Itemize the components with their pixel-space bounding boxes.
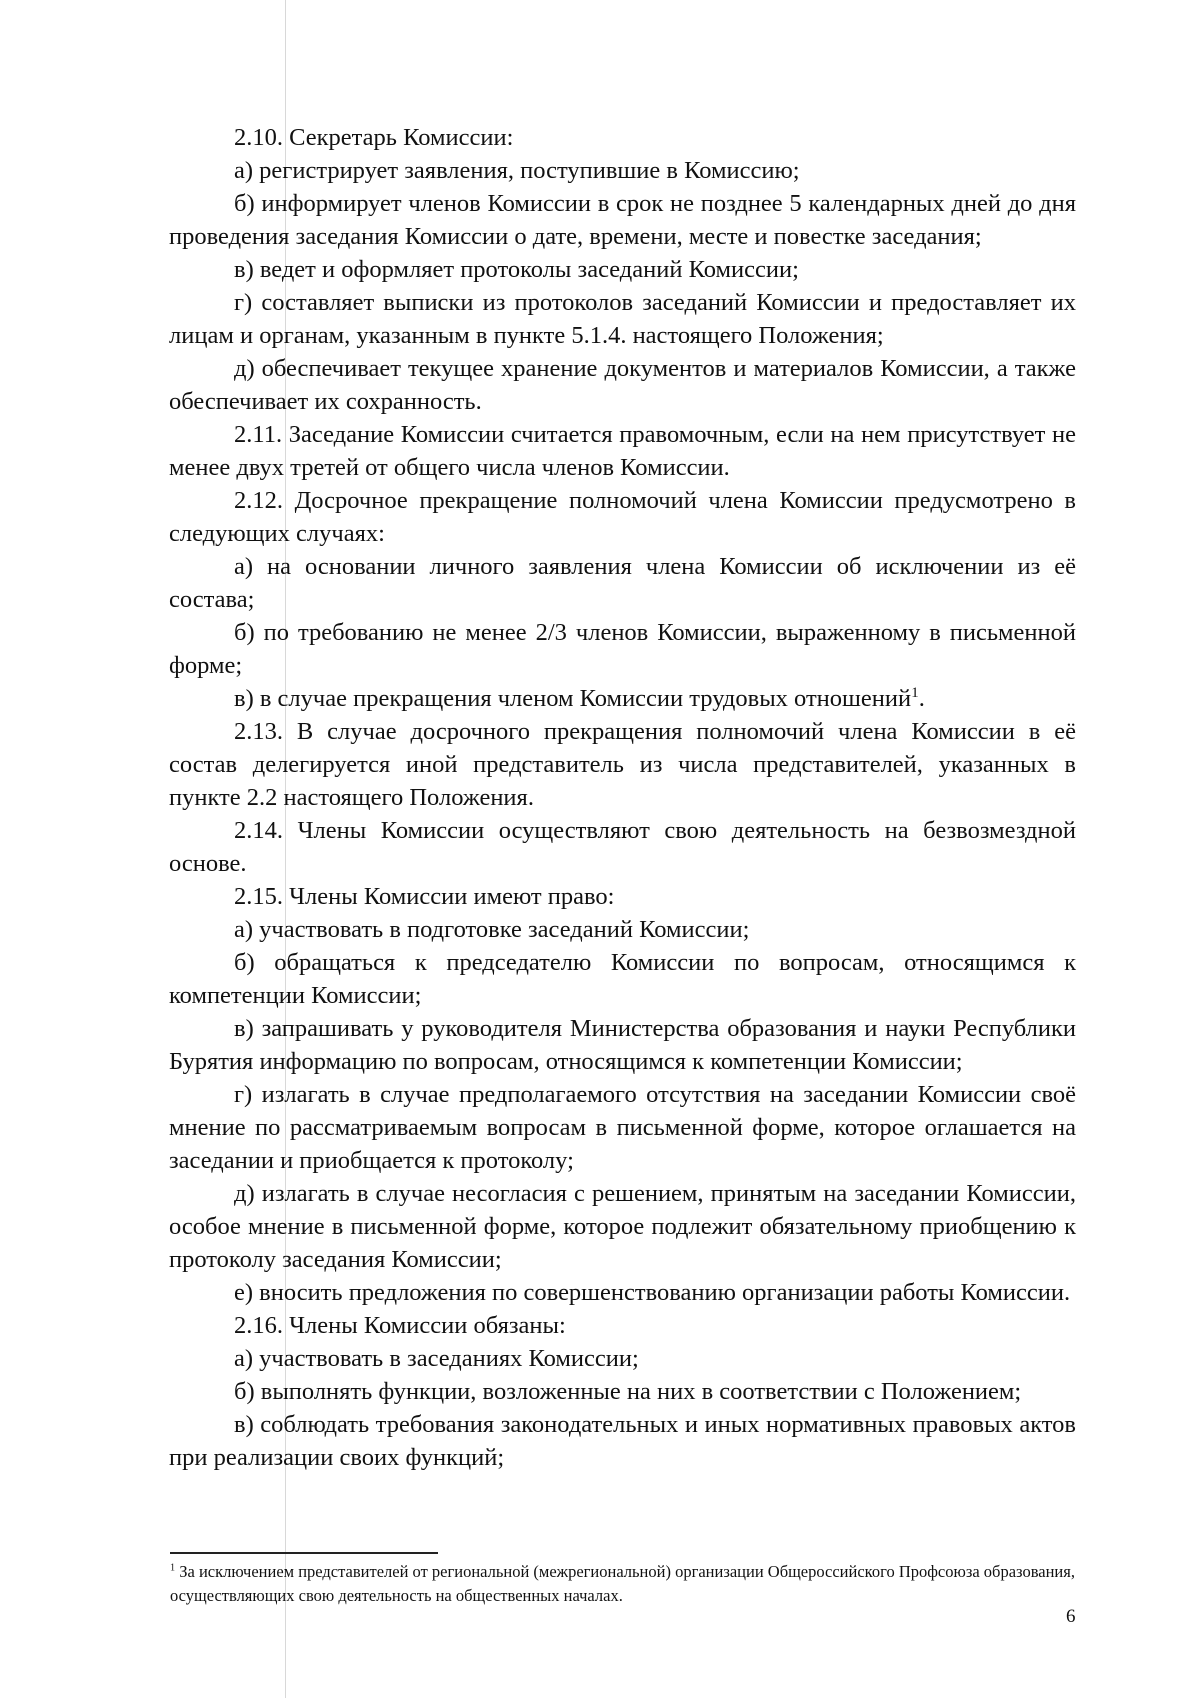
footnote-body: За исключением представителей от региональной (межрегиональной) организации Общероссийского Профсоюза образования, осуществляющих свою деятельность на общественных началах. <box>170 1562 1075 1605</box>
paragraph-2-12-v-end: . <box>918 685 925 712</box>
paragraph-2-12-a: а) на основании личного заявления члена Комиссии об исключении из её состава; <box>169 553 1076 613</box>
paragraph-2-12: 2.12. Досрочное прекращение полномочий члена Комиссии предусмотрено в следующих случаях: <box>169 487 1076 547</box>
footnote-mark: 1 <box>170 1562 176 1574</box>
page-number: 6 <box>1066 1606 1076 1627</box>
paragraph-2-15: 2.15. Члены Комиссии имеют право: <box>234 883 615 910</box>
paragraph-2-10-v: в) ведет и оформляет протоколы заседаний Комиссии; <box>234 256 799 283</box>
paragraph-2-16-v: в) соблюдать требования законодательных и иных нормативных правовых актов при реализации своих функций; <box>169 1411 1076 1471</box>
paragraph-2-10: 2.10. Секретарь Комиссии: <box>234 124 514 151</box>
paragraph-2-11: 2.11. Заседание Комиссии считается правомочным, если на нем присутствует не менее двух третей от общего числа членов Комиссии. <box>169 421 1076 481</box>
footnote <box>170 1560 1076 1608</box>
paragraph-2-16: 2.16. Члены Комиссии обязаны: <box>234 1312 566 1339</box>
paragraph-2-15-g: г) излагать в случае предполагаемого отсутствия на заседании Комиссии своё мнение по рассматриваемым вопросам в письменной форме, которое оглашается на заседании и приобщается к протоколу; <box>169 1081 1076 1174</box>
paragraph-2-15-v: в) запрашивать у руководителя Министерства образования и науки Республики Бурятия информацию по вопросам, относящимся к компетенции Комиссии; <box>169 1015 1076 1075</box>
paragraph-2-15-a: а) участвовать в подготовке заседаний Комиссии; <box>234 916 750 943</box>
paragraph-2-15-d: д) излагать в случае несогласия с решением, принятым на заседании Комиссии, особое мнение в письменной форме, которое подлежит обязательному приобщению к протоколу заседания Комиссии; <box>169 1180 1076 1273</box>
footnote-text <box>170 1560 1076 1608</box>
paragraph-2-14: 2.14. Члены Комиссии осуществляют свою деятельность на безвозмездной основе. <box>169 817 1076 877</box>
paragraph-2-13: 2.13. В случае досрочного прекращения полномочий члена Комиссии в её состав делегируется иной представитель из числа представителей, указанных в пункте 2.2 настоящего Положения. <box>169 718 1076 811</box>
paragraph-2-12-v-text: в) в случае прекращения членом Комиссии трудовых отношений <box>234 685 912 712</box>
paragraph-2-10-b: б) информирует членов Комиссии в срок не позднее 5 календарных дней до дня проведения заседания Комиссии о дате, времени, месте и повестке заседания; <box>169 190 1076 250</box>
paragraph-2-12-v <box>169 682 1076 715</box>
footnote-divider <box>170 1552 438 1554</box>
paragraph-2-15-e: е) вносить предложения по совершенствованию организации работы Комиссии. <box>234 1279 1071 1306</box>
paragraph-2-10-d: д) обеспечивает текущее хранение документов и материалов Комиссии, а также обеспечивает их сохранность. <box>169 355 1076 415</box>
paragraph-2-10-g: г) составляет выписки из протоколов заседаний Комиссии и предоставляет их лицам и органам, указанным в пункте 5.1.4. настоящего Положения; <box>169 289 1076 349</box>
paragraph-2-16-a: а) участвовать в заседаниях Комиссии; <box>234 1345 639 1372</box>
paragraph-2-15-b: б) обращаться к председателю Комиссии по вопросам, относящимся к компетенции Комиссии; <box>169 949 1076 1009</box>
document-body <box>169 121 1076 1474</box>
paragraph-2-12-b: б) по требованию не менее 2/3 членов Комиссии, выраженному в письменной форме; <box>169 619 1076 679</box>
footnote-reference[interactable]: 1 <box>911 683 919 701</box>
paragraph-2-10-a: а) регистрирует заявления, поступившие в Комиссию; <box>234 157 800 184</box>
paragraph-2-16-b: б) выполнять функции, возложенные на них в соответствии с Положением; <box>234 1378 1022 1405</box>
